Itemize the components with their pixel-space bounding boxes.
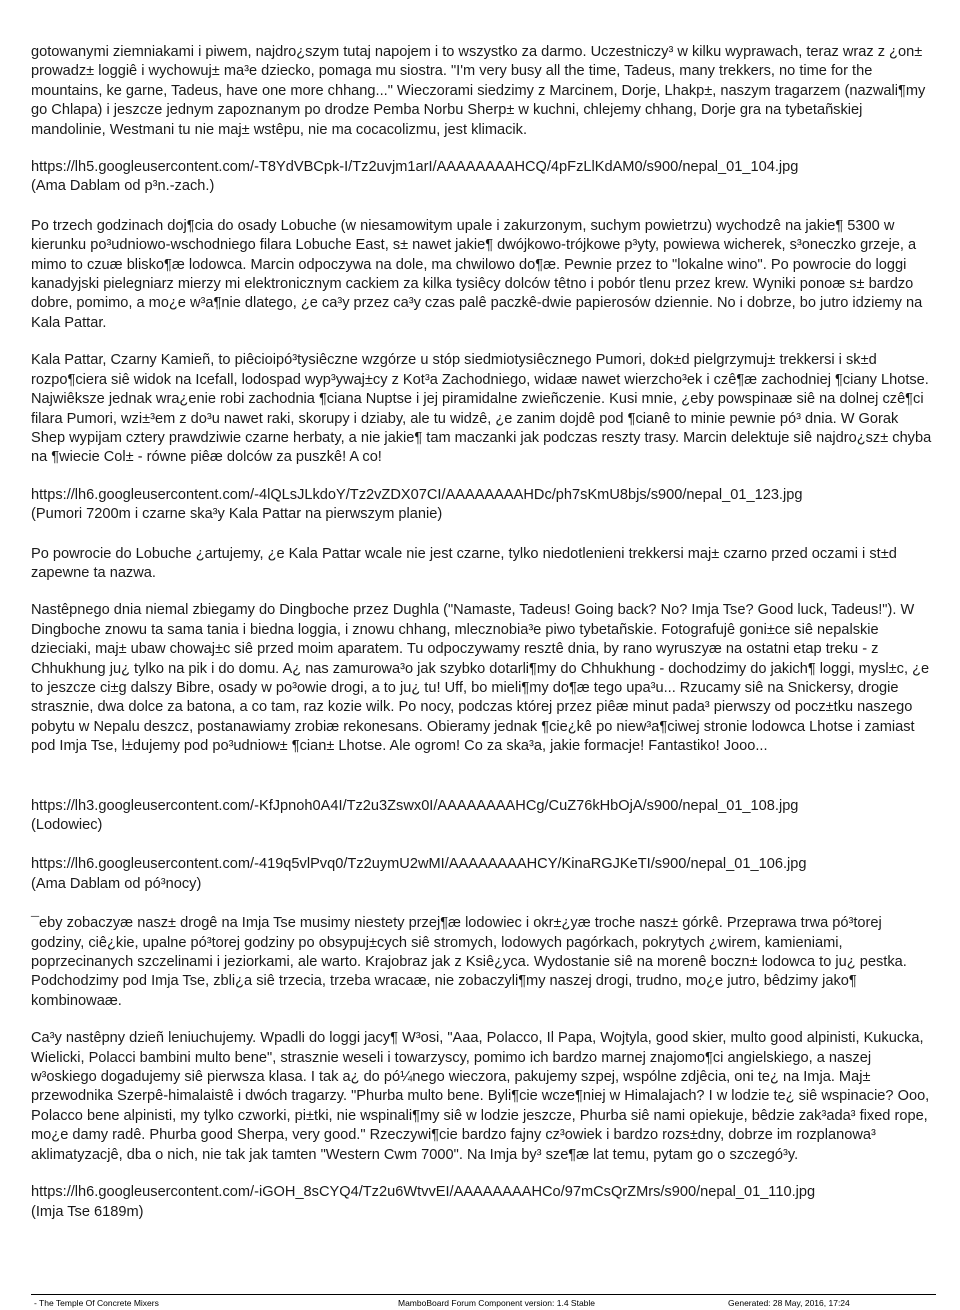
photo-caption: (Lodowiec) <box>31 817 103 833</box>
photo-url: https://lh6.googleusercontent.com/-iGOH_8sCYQ4/Tz2u6WtvvEI/AAAAAAAAHCo/97mCsQrZMrs/s900/nepal_01_110.jpg <box>31 1184 816 1201</box>
footer-site-name: - The Temple Of Concrete Mixers <box>34 1298 159 1308</box>
paragraph: gotowanymi ziemniakami i piwem, najdro¿szym tutaj napojem i to wszystko za darmo. Uczestniczy³ w kilku wyprawach, teraz wraz z ¿on± prowadz± loggiê i wychowuj± ma³e dziecko, pomaga mu siostra. "I'm very busy all the time, Tadeus, many trekkers, no time for the mountains, ke garne, Tadeus, have one more chhang..." Wieczorami siedzimy z Marcinem, Dorje, Lhakp±, naszym tragarzem (nazwali¶my go Chlapa) i jeszcze jednym zapoznanym po drodze Pemba Norbu Sherp± w kuchni, chlejemy chhang, Dorje gra na tybetañskiej mandolinie, Westmani tu nie maj± wstêpu, nie ma cocacolizmu, jest klimacik. <box>31 44 926 138</box>
photo-url: https://lh6.googleusercontent.com/-4lQLsJLkdoY/Tz2vZDX07CI/AAAAAAAAHDc/ph7sKmU8bjs/s900/nepal_01_123.jpg <box>31 486 803 503</box>
photo-link-block <box>31 486 936 525</box>
photo-caption: (Imja Tse 6189m) <box>31 1203 144 1220</box>
photo-url: https://lh5.googleusercontent.com/-T8YdVBCpk-I/Tz2uvjm1arI/AAAAAAAAHCQ/4pFzLlKdAM0/s900/nepal_01_104.jpg <box>31 159 799 176</box>
blank-spacer <box>31 775 936 797</box>
paragraph: Po trzech godzinach doj¶cia do osady Lobuche (w niesamowitym upale i zakurzonym, suchym powietrzu) wychodzê na jakie¶ 5300 w kierunku po³udniowo-wschodniego filara Lobuche East, s± nawet jakie¶ dwójkowo-trójkowe p³yty, powiewa wicherek, s³oneczko grzeje, a mimo to czuæ blisko¶æ lodowca. Marcin odpoczywa na dole, ma chwilowo do¶æ. Pewnie przez to "lokalne wino". Po powrocie do loggi kanadyjski pielegniarz mierzy mi elektronicznym cackiem za kilka tysiêcy dolców têtno i pobór tlenu przez krew. Wyniki ponoæ s± bardzo dobre, pomimo, a mo¿e w³a¶nie dlatego, ¿e ca³y przez ca³y czas palê paczkê-dwie papierosów dziennie. No i dobrze, bo jutro idziemy na Kala Pattar. <box>31 217 923 331</box>
photo-link-block <box>31 797 936 836</box>
photo-caption: (Ama Dablam od p³n.-zach.) <box>31 178 215 195</box>
photo-link-block <box>31 1183 936 1222</box>
photo-caption: (Pumori 7200m i czarne ska³y Kala Pattar na pierwszym planie) <box>31 506 443 523</box>
paragraph: Nastêpnego dnia niemal zbiegamy do Dingboche przez Dughla ("Namaste, Tadeus! Going back? No? Imja Tse? Good luck, Tadeus!"). W Dingboche znowu ta sama tania i biedna loggia, i znowu chhang, mlecznobia³e piwo tybetañskie. Fotografujê goni±ce siê nepalskie dzieciaki, maj± ubaw chowaj±c siê przed moim aparatem. Tu odpoczywamy resztê dnia, by rano wyruszyæ na ostatni etap treku - z Chhukhung ju¿ tylko na pik i do domu. A¿ nas zamurowa³o jak szybko dotarli¶my do Chhukhung - dochodzimy do jakich¶ loggi, mysl±c, ¿e to jeszcze ci±g dalszy Bibre, osady w po³owie drogi, a to ju¿ tu! Uff, bo mieli¶my do¶æ tego upa³u... Rzucamy siê na Snickersy, drogie strasznie, dwa dolce za batona, a co tam, raz kozie wilk. Po nocy, podczas której przez piêæ minut pada³ pierwszy od pocz±tku naszego pobytu w Nepalu deszcz, postanawiamy zrobiæ rekonesans. Obieramy jednak ¶cie¿kê po niew³a¶ciwej stronie lodowca Lhotse i zamiast pod Imja Tse, l±dujemy pod po³udniow± ¶cian± Lhotse. Ale ogrom! Co za ska³a, jakie formacje! Fantastiko! Jooo... <box>31 602 930 755</box>
article-body <box>31 43 936 1242</box>
photo-url: https://lh6.googleusercontent.com/-419q5vlPvq0/Tz2uymU2wMI/AAAAAAAAHCY/KinaRGJKeTI/s900/nepal_01_106.jpg <box>31 856 807 873</box>
paragraph: ¯eby zobaczyæ nasz± drogê na Imja Tse musimy niestety przej¶æ lodowiec i okr±¿yæ troche nasz± górkê. Przeprawa trwa pó³torej godziny, ciê¿kie, upalne pó³torej godziny po obsypuj±cych siê stromych, lodowych pagórkach, pokrytych ¿wirem, kamieniami, poprzecinanych szczelinami i jeziorkami, ale warto. Krajobraz jak z Ksiê¿yca. Wydostanie siê na morenê boczn± lodowca to ju¿ pestka. Podchodzimy pod Imja Tse, zbli¿a siê trzecia, trzeba wracaæ, nie zobaczyli¶my naszej drogi, trudno, mo¿e jutro, bêdzimy jako¶ kombinowaæ. <box>31 915 907 1009</box>
paragraph: Kala Pattar, Czarny Kamieñ, to piêcioipó³tysiêczne wzgórze u stóp siedmiotysiêcznego Pumori, dok±d pielgrzymuj± trekkersi i sk±d rozpo¶ciera siê widok na Icefall, lodospad wyp³ywaj±cy z Kot³a Zachodniego, widaæ nawet wierzcho³ek i czê¶æ zachodniej ¶ciany Lhotse. Najwiêksze jednak wra¿enie robi zachodnia ¶ciana Nuptse i jej piramidalne zwieñczenie. Kusi mnie, ¿eby powspinaæ siê na dolnej czê¶ci filara Pumori, wzi±³em z do³u nawet raki, skorupy i dziaby, ale tu widzê, ¿e zanim dojdê pod ¶cianê to minie pewnie pó³ dnia. W Gorak Shep wypijam cztery prawdziwie czarne herbaty, a nie jakie¶ tam maczanki jak podczas reszty trasy. Marcin delektuje siê najdro¿sz± chyba na ¶wiecie Col± - równe piêæ dolców za puszkê! A co! <box>31 352 932 466</box>
page-footer <box>31 1294 936 1309</box>
photo-url: https://lh3.googleusercontent.com/-KfJpnoh0A4I/Tz2u3Zswx0I/AAAAAAAAHCg/CuZ76kHbOjA/s900/nepal_01_108.jpg <box>31 797 799 814</box>
photo-caption: (Ama Dablam od pó³nocy) <box>31 875 202 892</box>
footer-version: MamboBoard Forum Component version: 1.4 Stable <box>398 1298 596 1308</box>
footer-generated-date: Generated: 28 May, 2016, 17:24 <box>728 1298 850 1308</box>
photo-link-block <box>31 855 936 894</box>
photo-link-block <box>31 158 936 197</box>
paragraph: Po powrocie do Lobuche ¿artujemy, ¿e Kala Pattar wcale nie jest czarne, tylko niedotlenieni trekkersi maj± czarno przed oczami i st±d zapewne ta nazwa. <box>31 545 897 581</box>
paragraph: Ca³y nastêpny dzieñ leniuchujemy. Wpadli do loggi jacy¶ W³osi, "Aaa, Polacco, Il Papa, Wojtyla, good skier, multo good alpinisti, Kukucka, Wielicki, Polacci bambini multo bene", strasznie weseli i towarzyscy, pomimo ich bardzo marnej znajomo¶ci angielskiego, a naszej w³oskiego dogadujemy siê pierwsza klasa. I tak a¿ do pó¼nego wieczora, pakujemy szpej, wspólne zdjêcia, oni te¿ na Imja. Maj± przewodnika Szerpê-himalaistê i dwóch tragarzy. "Phurba multo bene. Byli¶cie wcze¶niej w Himalajach? I w lodzie te¿ siê wspinacie? Ooo, Polacco bene alpinisti, my tylko czworki, pi±tki, nie wspinali¶my siê w lodzie jeszcze, Phurba siê nami opiekuje, bêdzie zak³ada³ fixed rope, mo¿e damy radê. Phurba good Sherpa, very good." Rzeczywi¶cie bardzo fajny cz³owiek i bardzo rozs±dny, dobrze im rozplanowa³ aklimatyzacjê, dba o nich, nie tak jak tamten "Western Cwm 7000". Na Imja by³ sze¶æ lat temu, pytam go o szczegó³y. <box>31 1030 930 1163</box>
